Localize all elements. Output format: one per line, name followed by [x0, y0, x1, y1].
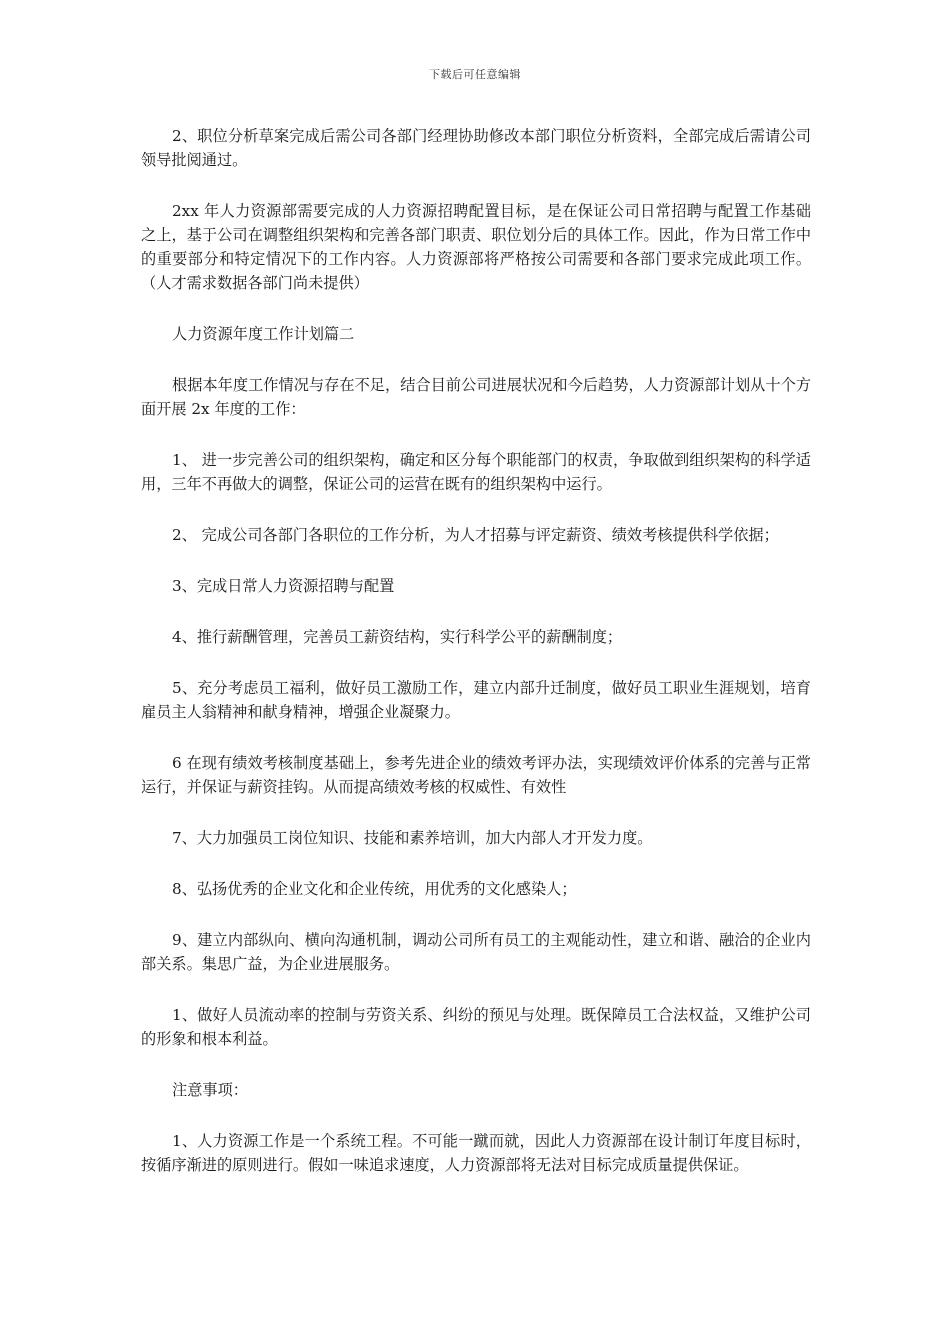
document-body — [141, 124, 811, 1204]
list-item: 5、充分考虑员工福利，做好员工激励工作，建立内部升迁制度，做好员工职业生涯规划，培育雇员主人翁精神和献身精神，增强企业凝聚力。 — [141, 679, 811, 721]
paragraph: 2xx 年人力资源部需要完成的人力资源招聘配置目标，是在保证公司日常招聘与配置工作基础之上，基于公司在调整组织架构和完善各部门职责、职位划分后的具体工作。因此，作为日常工作中的重要部分和特定情况下的工作内容。人力资源部将严格按公司需要和各部门要求完成此项工作。（人才需求数据各部门尚未提供） — [141, 202, 811, 292]
list-item: 1、人力资源工作是一个系统工程。不可能一蹴而就，因此人力资源部在设计制订年度目标时，按循序渐进的原则进行。假如一味追求速度，人力资源部将无法对目标完成质量提供保证。 — [141, 1132, 811, 1174]
notes-heading: 注意事项： — [172, 1081, 248, 1099]
list-item: 8、弘扬优秀的企业文化和企业传统，用优秀的文化感染人； — [172, 880, 577, 898]
list-item: 2、 完成公司各部门各职位的工作分析，为人才招募与评定薪资、绩效考核提供科学依据； — [172, 526, 779, 544]
list-item: 7、大力加强员工岗位知识、技能和素养培训，加大内部人才开发力度。 — [172, 829, 653, 847]
list-item: 9、建立内部纵向、横向沟通机制，调动公司所有员工的主观能动性，建立和谐、融洽的企业内部关系。集思广益，为企业进展服务。 — [141, 931, 811, 973]
list-item: 1、做好人员流动率的控制与劳资关系、纠纷的预见与处理。既保障员工合法权益，又维护公司的形象和根本利益。 — [141, 1006, 811, 1048]
paragraph: 根据本年度工作情况与存在不足，结合目前公司进展状况和今后趋势，人力资源部计划从十个方面开展 2x 年度的工作： — [141, 376, 811, 418]
list-item: 3、完成日常人力资源招聘与配置 — [172, 577, 395, 595]
list-item: 6 在现有绩效考核制度基础上，参考先进企业的绩效考评办法，实现绩效评价体系的完善与正常运行，并保证与薪资挂钩。从而提高绩效考核的权威性、有效性 — [141, 754, 811, 796]
section-title: 人力资源年度工作计划篇二 — [172, 325, 355, 343]
page-header: 下载后可任意编辑 — [429, 68, 521, 81]
paragraph: 2、职位分析草案完成后需公司各部门经理协助修改本部门职位分析资料，全部完成后需请公司领导批阅通过。 — [141, 127, 811, 169]
list-item: 1、 进一步完善公司的组织架构，确定和区分每个职能部门的权责，争取做到组织架构的科学适用，三年不再做大的调整，保证公司的运营在既有的组织架构中运行。 — [141, 451, 811, 493]
list-item: 4、推行薪酬管理，完善员工薪资结构，实行科学公平的薪酬制度； — [172, 628, 623, 646]
